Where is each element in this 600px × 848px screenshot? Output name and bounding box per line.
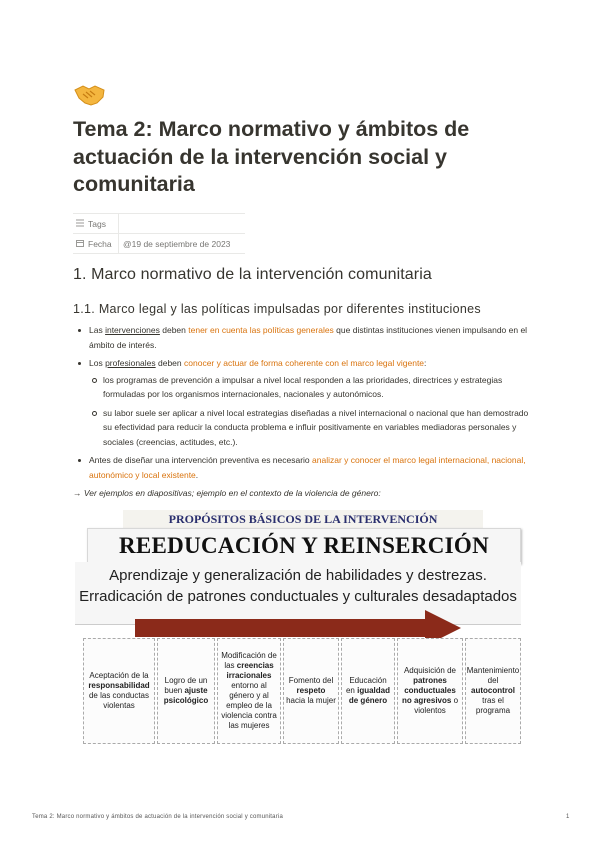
purpose-column: Educación en igualdad de género [341,638,395,744]
properties-table [73,213,245,254]
property-key: Fecha [88,238,112,249]
page-title: Tema 2: Marco normativo y ámbitos de actuación de la intervención social y comunitaria [73,117,470,196]
purpose-column: Logro de un buen ajuste psicológico [157,638,215,744]
figure-title: REEDUCACIÓN Y REINSERCIÓN [118,533,489,558]
sub-list-item: los programas de prevención a impulsar a nivel local responden a las prioridades, directrices y estrategias formuladas por los organismos internacionales, nacionales y autonómicos. [89,373,533,402]
highlighted-text: conocer y actuar de forma coherente con el marco legal vigente [184,358,425,368]
calendar-icon [76,239,88,249]
list-item: Las intervenciones deben tener en cuenta las políticas generales que distintas instituciones vienen impulsando en el ámbito de interés. [73,323,533,352]
property-row-fecha[interactable] [73,234,245,254]
purpose-column: Aceptación de la responsabilidad de las conductas violentas [83,638,155,744]
subsection-heading: 1.1. Marco legal y las políticas impulsadas por diferentes instituciones [73,302,481,316]
sub-list [89,373,533,450]
list-item: Antes de diseñar una intervención preventiva es necesario analizar y conocer el marco legal internacional, nacional, autonómico y local existente. [73,453,533,482]
purpose-column: Adquisición de patrones conductuales no agresivos o violentos [397,638,463,744]
page-footer: Tema 2: Marco normativo y ámbitos de actuación de la intervención social y comunitaria [32,814,283,820]
purpose-column: Fomento del respeto hacia la mujer [283,638,339,744]
figure-subtitle: PROPÓSITOS BÁSICOS DE LA INTERVENCIÓN [168,512,438,526]
purpose-column: Mantenimiento del autocontrol tras el programa [465,638,521,744]
sub-list-item: su labor suele ser aplicar a nivel local estrategias diseñadas a nivel internacional o nacional que han demostrado su efectividad para reducir la conducta problema e influir positivamente en variables mediadoras personales y sociales (creencias, actitudes, etc.). [89,406,533,450]
property-value: @19 de septiembre de 2023 [123,238,231,249]
intervention-diagram-image [79,510,523,748]
highlighted-text: analizar y conocer el marco legal internacional, nacional, autonómico y local existente [89,455,526,480]
property-row-tags[interactable] [73,214,245,234]
purpose-column: Modificación de las creencias irracionales entorno al género y al empleo de la violencia contra las mujeres [217,638,281,744]
figure-line-2: Erradicación de patrones conductuales y culturales desadaptados [79,588,517,605]
purposes-columns [83,638,523,746]
list-item: Los profesionales deben conocer y actuar de forma coherente con el marco legal vigente: los programas de prevención a impulsar a nivel local responden a las prioridades, directrices y estrategias formuladas por los organismos internacionales, nacionales y autonómicos. su labor suele ser aplicar a nivel local estrategias diseñadas a nivel internacional o nacional que han demostrado su efectividad para reducir la conducta problema e influir positivamente en variables mediadoras personales y sociales (creencias, actitudes, etc.). [73,356,533,449]
example-note: → Ver ejemplos en diapositivas; ejemplo en el contexto de la violencia de género: [73,488,381,498]
list-icon [76,219,88,229]
section-heading: 1. Marco normativo de la intervención comunitaria [73,266,432,283]
highlighted-text: tener en cuenta las políticas generales [188,325,334,335]
bullet-list [73,323,533,486]
figure-line-1: Aprendizaje y generalización de habilidades y destrezas. [109,567,487,584]
property-key: Tags [88,218,106,229]
page-number: 1 [566,814,570,820]
handshake-icon [73,80,107,108]
